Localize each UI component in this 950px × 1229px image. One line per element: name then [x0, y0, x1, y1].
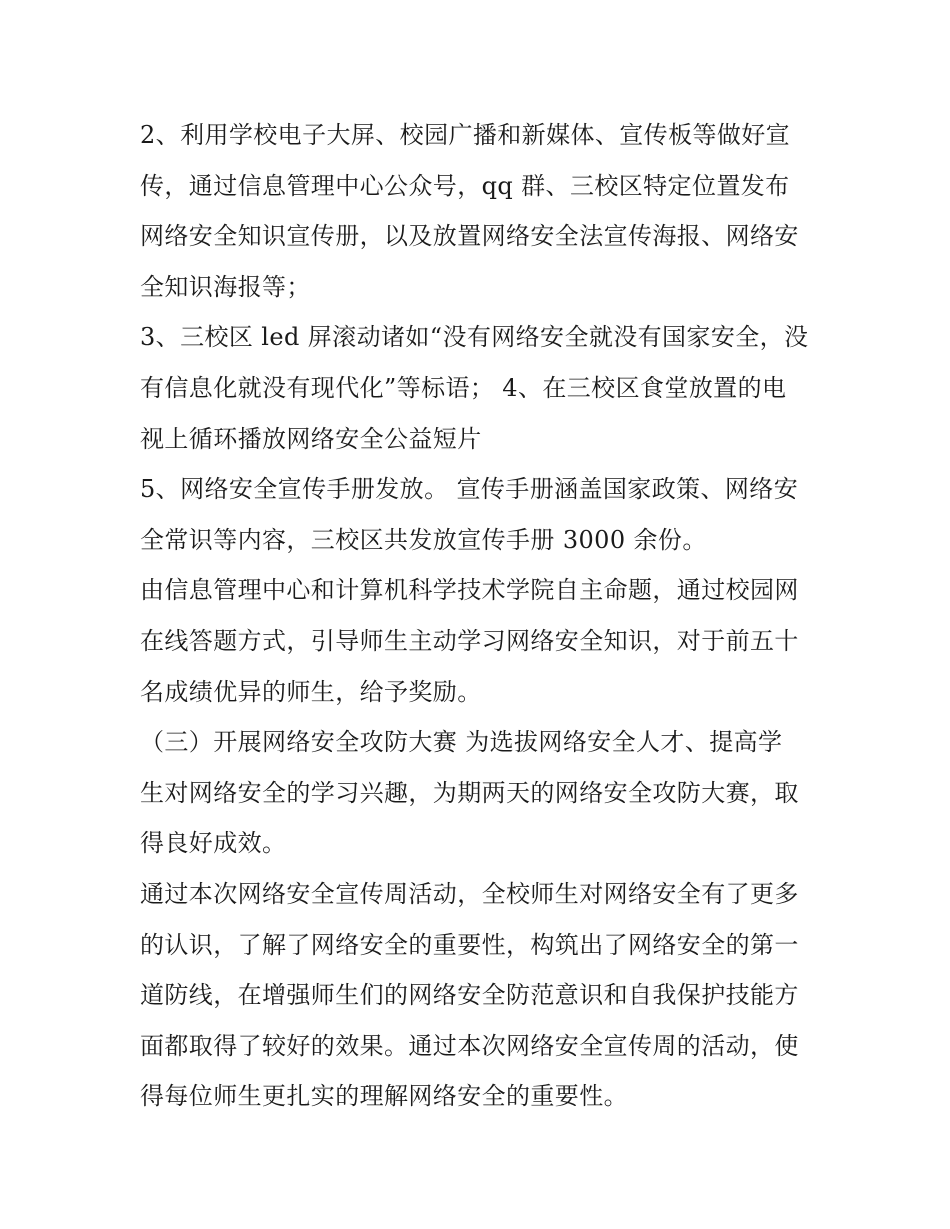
paragraph-led-slogans — [140, 312, 816, 464]
text-line: 通过本次网络安全宣传周活动，全校师生对网络安全有了更多 — [140, 879, 799, 908]
paragraph-handbook-distribution — [140, 464, 816, 565]
text-line: 名成绩优异的师生，给予奖励。 — [140, 677, 482, 706]
text-line: 传，通过信息管理中心公众号，qq 群、三校区特定位置发布 — [140, 171, 790, 200]
paragraph-online-quiz — [140, 565, 816, 717]
paragraph-conclusion — [140, 869, 816, 1122]
text-line: 面都取得了较好的效果。通过本次网络安全宣传周的活动，使 — [140, 1031, 799, 1060]
paragraph-attack-defense-contest — [140, 717, 816, 869]
text-line: 3、三校区 led 屏滚动诸如“没有网络安全就没有国家安全，没 — [140, 323, 809, 352]
text-line: 全知识海报等； — [140, 272, 311, 301]
text-line: 有信息化就没有现代化”等标语； 4、在三校区食堂放置的电 — [140, 373, 787, 402]
text-line: 由信息管理中心和计算机科学技术学院自主命题，通过校园网 — [140, 576, 799, 605]
text-line: 得良好成效。 — [140, 829, 287, 858]
text-line: 得每位师生更扎实的理解网络安全的重要性。 — [140, 1082, 628, 1111]
text-line: 2、利用学校电子大屏、校园广播和新媒体、宣传板等做好宣 — [140, 121, 791, 149]
text-line: 视上循环播放网络安全公益短片 — [140, 424, 482, 453]
text-line: 道防线，在增强师生们的网络安全防范意识和自我保护技能方 — [140, 981, 799, 1010]
text-line: 在线答题方式，引导师生主动学习网络安全知识，对于前五十 — [140, 626, 799, 655]
text-line: 5、网络安全宣传手册发放。 宣传手册涵盖国家政策、网络安 — [140, 475, 799, 504]
text-line: 全常识等内容，三校区共发放宣传手册 3000 余份。 — [140, 525, 707, 554]
text-line: 网络安全知识宣传册，以及放置网络安全法宣传海报、网络安 — [140, 222, 799, 251]
paragraph-publicity-channels — [140, 110, 816, 312]
text-line: （三）开展网络安全攻防大赛 为选拔网络安全人才、提高学 — [140, 728, 783, 757]
document-body — [140, 110, 816, 1122]
text-line: 生对网络安全的学习兴趣，为期两天的网络安全攻防大赛，取 — [140, 778, 799, 807]
text-line: 的认识，了解了网络安全的重要性，构筑出了网络安全的第一 — [140, 930, 799, 959]
